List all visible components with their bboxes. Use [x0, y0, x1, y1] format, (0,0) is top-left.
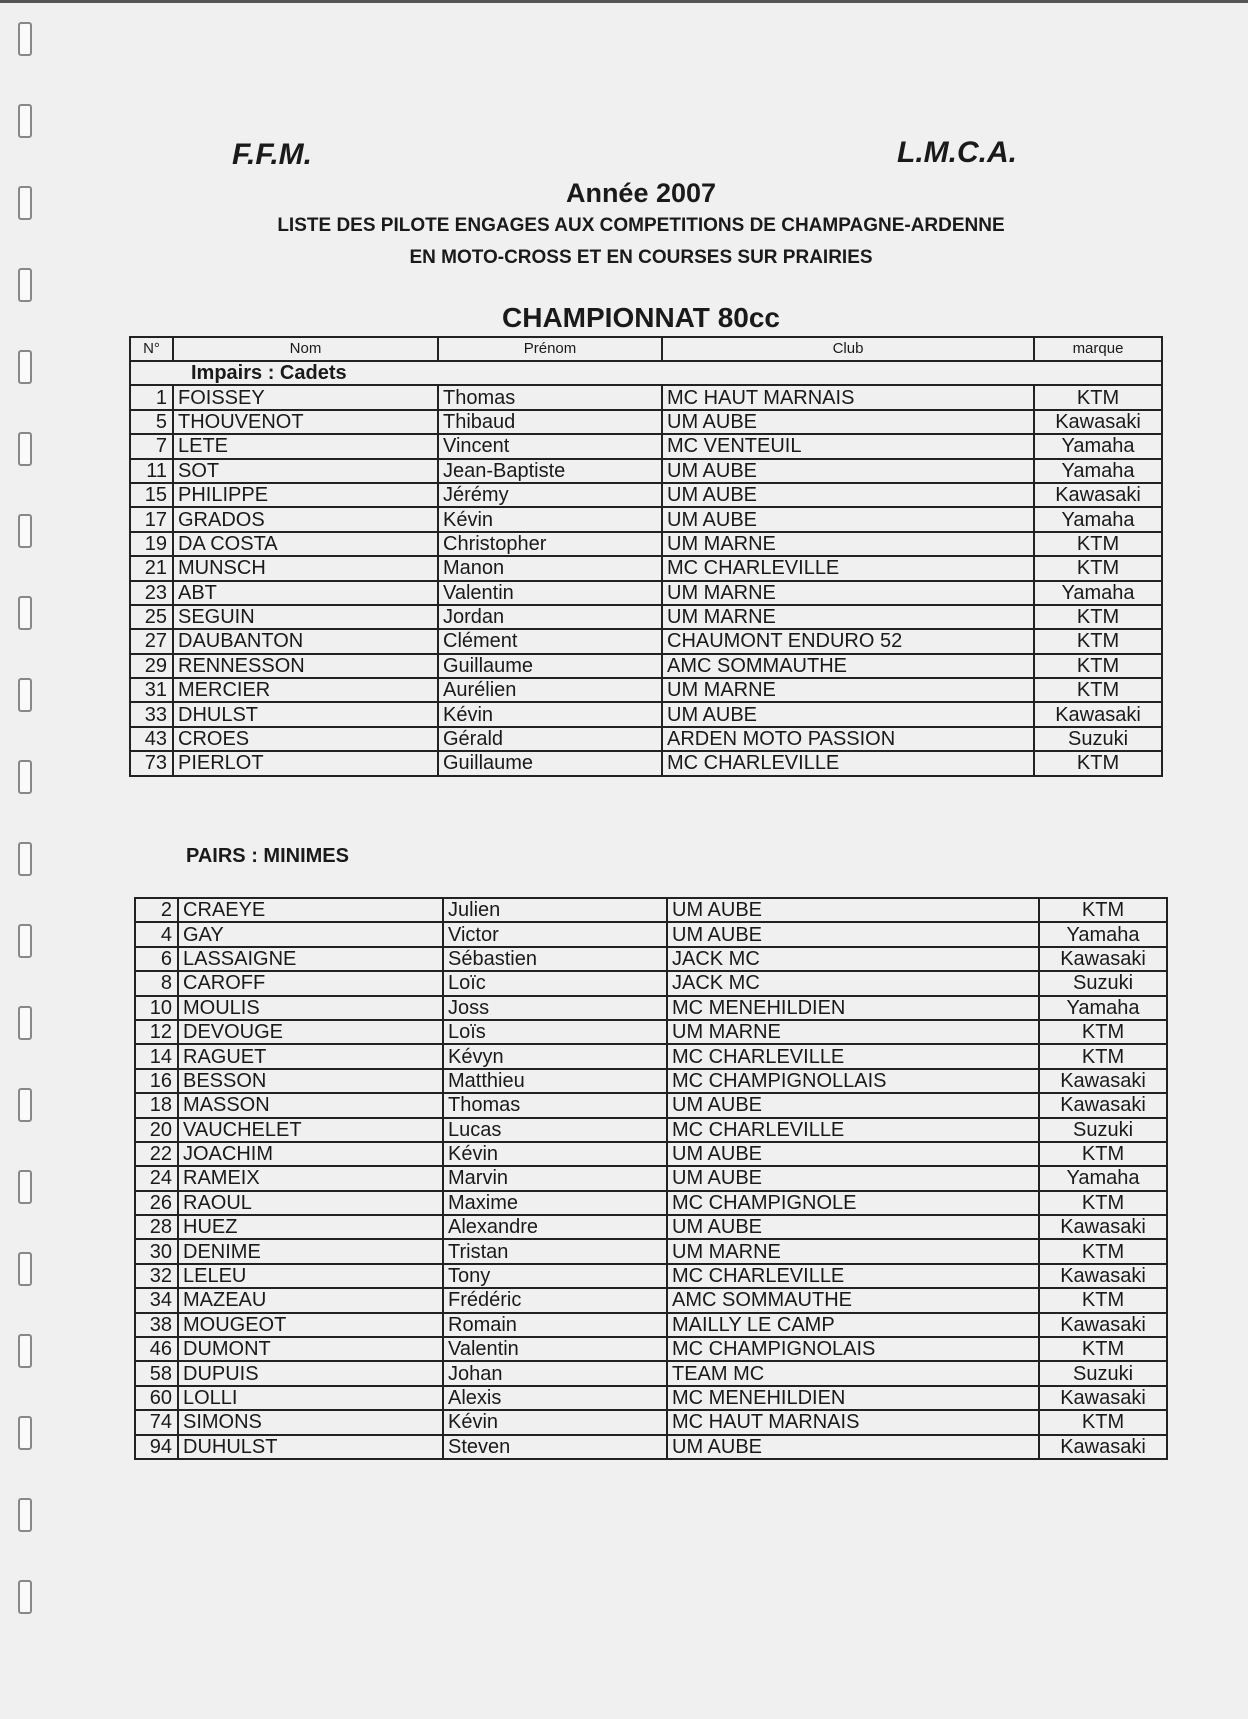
cell-club: MC CHAMPIGNOLAIS: [667, 1337, 1039, 1361]
cell-nom: DENIME: [178, 1239, 443, 1263]
cell-club: UM AUBE: [662, 459, 1034, 483]
table-row: [130, 605, 1162, 629]
col-club-header: Club: [662, 337, 1034, 361]
cell-prenom: Aurélien: [438, 678, 662, 702]
cell-brand: Kawasaki: [1034, 702, 1162, 726]
cell-brand: Kawasaki: [1039, 1313, 1167, 1337]
cell-club: MC CHARLEVILLE: [662, 556, 1034, 580]
binding-hole: [18, 1580, 32, 1614]
cell-prenom: Julien: [443, 898, 667, 922]
cell-nom: MERCIER: [173, 678, 438, 702]
cell-club: UM AUBE: [667, 898, 1039, 922]
cell-brand: Kawasaki: [1039, 947, 1167, 971]
cell-nom: DEVOUGE: [178, 1020, 443, 1044]
cell-brand: Kawasaki: [1034, 483, 1162, 507]
cell-nom: MASSON: [178, 1093, 443, 1117]
cell-nom: CAROFF: [178, 971, 443, 995]
cell-club: UM MARNE: [662, 532, 1034, 556]
cell-prenom: Matthieu: [443, 1069, 667, 1093]
cell-num: 18: [135, 1093, 178, 1117]
cell-num: 34: [135, 1288, 178, 1312]
cell-prenom: Thomas: [443, 1093, 667, 1117]
cell-club: AMC SOMMAUTHE: [662, 654, 1034, 678]
table-row: [135, 1313, 1167, 1337]
subtitle-line-1: LISTE DES PILOTE ENGAGES AUX COMPETITIONS DE CHAMPAGNE-ARDENNE: [277, 215, 1005, 236]
cell-prenom: Loïs: [443, 1020, 667, 1044]
cell-brand: Kawasaki: [1039, 1093, 1167, 1117]
cadets-section-label: Impairs : Cadets: [130, 361, 1162, 385]
cell-brand: Suzuki: [1034, 727, 1162, 751]
table-row: [130, 629, 1162, 653]
cell-prenom: Manon: [438, 556, 662, 580]
cell-num: 10: [135, 996, 178, 1020]
table-row: [130, 507, 1162, 531]
cell-prenom: Loïc: [443, 971, 667, 995]
cell-nom: RAGUET: [178, 1044, 443, 1068]
cell-prenom: Valentin: [438, 581, 662, 605]
cell-brand: Kawasaki: [1039, 1069, 1167, 1093]
cell-num: 31: [130, 678, 173, 702]
cell-nom: RENNESSON: [173, 654, 438, 678]
cell-prenom: Marvin: [443, 1166, 667, 1190]
binding-hole: [18, 1416, 32, 1450]
cell-num: 23: [130, 581, 173, 605]
table-row: [135, 1288, 1167, 1312]
cell-num: 73: [130, 751, 173, 775]
minimes-table: [134, 897, 1168, 1460]
league-lmca: L.M.C.A.: [897, 136, 1017, 169]
cell-nom: CROES: [173, 727, 438, 751]
cell-num: 33: [130, 702, 173, 726]
table-row: [130, 434, 1162, 458]
cell-num: 26: [135, 1191, 178, 1215]
binding-hole: [18, 514, 32, 548]
championship-title: CHAMPIONNAT 80cc: [502, 302, 780, 333]
cadets-table: [129, 336, 1163, 777]
cell-brand: Kawasaki: [1034, 410, 1162, 434]
cell-prenom: Lucas: [443, 1118, 667, 1142]
binding-hole: [18, 1006, 32, 1040]
cell-num: 4: [135, 922, 178, 946]
cell-brand: Yamaha: [1039, 1166, 1167, 1190]
table-row: [135, 947, 1167, 971]
cell-prenom: Thibaud: [438, 410, 662, 434]
cell-nom: DAUBANTON: [173, 629, 438, 653]
cell-club: JACK MC: [667, 971, 1039, 995]
cell-brand: KTM: [1039, 898, 1167, 922]
binding-hole: [18, 596, 32, 630]
cell-nom: MAZEAU: [178, 1288, 443, 1312]
cell-num: 8: [135, 971, 178, 995]
cell-brand: Yamaha: [1034, 507, 1162, 531]
cell-prenom: Gérald: [438, 727, 662, 751]
cell-num: 15: [130, 483, 173, 507]
cell-club: JACK MC: [667, 947, 1039, 971]
cell-brand: KTM: [1034, 532, 1162, 556]
cell-club: UM AUBE: [667, 922, 1039, 946]
cell-nom: VAUCHELET: [178, 1118, 443, 1142]
table-row: [135, 1410, 1167, 1434]
cell-nom: MOUGEOT: [178, 1313, 443, 1337]
cell-num: 16: [135, 1069, 178, 1093]
table-row: [135, 1093, 1167, 1117]
cell-num: 19: [130, 532, 173, 556]
cell-nom: GAY: [178, 922, 443, 946]
cell-club: UM AUBE: [667, 1435, 1039, 1459]
table-row: [135, 1118, 1167, 1142]
cell-nom: SEGUIN: [173, 605, 438, 629]
cell-prenom: Kévin: [438, 507, 662, 531]
cell-num: 14: [135, 1044, 178, 1068]
cell-nom: PIERLOT: [173, 751, 438, 775]
binding-hole: [18, 1252, 32, 1286]
cell-club: UM MARNE: [662, 605, 1034, 629]
binding-hole: [18, 268, 32, 302]
cell-prenom: Thomas: [438, 385, 662, 409]
table-row: [135, 1361, 1167, 1385]
binding-hole: [18, 104, 32, 138]
cell-club: UM AUBE: [667, 1166, 1039, 1190]
cell-brand: KTM: [1039, 1044, 1167, 1068]
cell-club: MC CHARLEVILLE: [662, 751, 1034, 775]
year-title: Année 2007: [565, 178, 717, 208]
table-row: [135, 1069, 1167, 1093]
cell-nom: SOT: [173, 459, 438, 483]
cell-num: 60: [135, 1386, 178, 1410]
cell-prenom: Valentin: [443, 1337, 667, 1361]
cell-nom: RAMEIX: [178, 1166, 443, 1190]
federation-ffm: F.F.M.: [232, 138, 312, 171]
table-row: [135, 1264, 1167, 1288]
cell-club: UM AUBE: [662, 507, 1034, 531]
binding-hole: [18, 924, 32, 958]
cell-num: 30: [135, 1239, 178, 1263]
cell-brand: KTM: [1034, 629, 1162, 653]
table-row: [135, 971, 1167, 995]
table-row: [135, 922, 1167, 946]
cell-brand: Yamaha: [1034, 434, 1162, 458]
table-row: [135, 1386, 1167, 1410]
cell-num: 46: [135, 1337, 178, 1361]
cell-prenom: Kévyn: [443, 1044, 667, 1068]
cell-brand: KTM: [1034, 605, 1162, 629]
table-header-row: [130, 337, 1162, 361]
table-row: [130, 483, 1162, 507]
cell-prenom: Alexandre: [443, 1215, 667, 1239]
cell-brand: Yamaha: [1039, 996, 1167, 1020]
cell-club: MC CHARLEVILLE: [667, 1044, 1039, 1068]
binding-hole: [18, 1498, 32, 1532]
cell-club: MC CHARLEVILLE: [667, 1264, 1039, 1288]
cell-num: 11: [130, 459, 173, 483]
cell-prenom: Alexis: [443, 1386, 667, 1410]
cell-brand: Kawasaki: [1039, 1215, 1167, 1239]
cell-prenom: Romain: [443, 1313, 667, 1337]
cell-num: 43: [130, 727, 173, 751]
col-prenom-header: Prénom: [438, 337, 662, 361]
cell-brand: Kawasaki: [1039, 1264, 1167, 1288]
cell-prenom: Jordan: [438, 605, 662, 629]
section-row: [130, 361, 1162, 385]
table-row: [135, 1020, 1167, 1044]
cell-club: MC HAUT MARNAIS: [662, 385, 1034, 409]
cell-num: 1: [130, 385, 173, 409]
cell-num: 5: [130, 410, 173, 434]
cell-nom: GRADOS: [173, 507, 438, 531]
cell-brand: KTM: [1039, 1337, 1167, 1361]
cell-club: UM MARNE: [662, 678, 1034, 702]
cell-brand: KTM: [1034, 654, 1162, 678]
table-row: [135, 1044, 1167, 1068]
cell-num: 2: [135, 898, 178, 922]
binding-hole: [18, 760, 32, 794]
table-row: [135, 898, 1167, 922]
binding-hole: [18, 842, 32, 876]
cell-nom: BESSON: [178, 1069, 443, 1093]
cell-nom: ABT: [173, 581, 438, 605]
table-row: [135, 1337, 1167, 1361]
cell-nom: DA COSTA: [173, 532, 438, 556]
cell-prenom: Vincent: [438, 434, 662, 458]
cell-club: AMC SOMMAUTHE: [667, 1288, 1039, 1312]
cell-nom: LASSAIGNE: [178, 947, 443, 971]
cell-club: UM MARNE: [662, 581, 1034, 605]
cell-club: MC CHAMPIGNOLE: [667, 1191, 1039, 1215]
cell-club: MC HAUT MARNAIS: [667, 1410, 1039, 1434]
cell-nom: MOULIS: [178, 996, 443, 1020]
cell-nom: LOLLI: [178, 1386, 443, 1410]
binding-hole: [18, 1170, 32, 1204]
table-row: [130, 581, 1162, 605]
cell-num: 7: [130, 434, 173, 458]
cell-nom: DUPUIS: [178, 1361, 443, 1385]
cell-num: 28: [135, 1215, 178, 1239]
cell-brand: KTM: [1034, 556, 1162, 580]
cell-num: 25: [130, 605, 173, 629]
cell-brand: KTM: [1034, 751, 1162, 775]
cell-club: TEAM MC: [667, 1361, 1039, 1385]
cell-num: 24: [135, 1166, 178, 1190]
col-marque-header: marque: [1034, 337, 1162, 361]
cell-prenom: Christopher: [438, 532, 662, 556]
cell-num: 17: [130, 507, 173, 531]
minimes-section-label: PAIRS : MINIMES: [186, 845, 349, 867]
cell-nom: DHULST: [173, 702, 438, 726]
cell-brand: KTM: [1039, 1239, 1167, 1263]
cell-club: UM MARNE: [667, 1239, 1039, 1263]
cell-club: MC CHARLEVILLE: [667, 1118, 1039, 1142]
cell-prenom: Victor: [443, 922, 667, 946]
cell-prenom: Kévin: [443, 1142, 667, 1166]
cell-nom: FOISSEY: [173, 385, 438, 409]
cell-num: 38: [135, 1313, 178, 1337]
cell-num: 6: [135, 947, 178, 971]
cell-club: UM MARNE: [667, 1020, 1039, 1044]
cell-club: MAILLY LE CAMP: [667, 1313, 1039, 1337]
binding-hole: [18, 432, 32, 466]
binding-hole: [18, 678, 32, 712]
cell-nom: RAOUL: [178, 1191, 443, 1215]
cell-club: MC MENEHILDIEN: [667, 996, 1039, 1020]
cell-num: 22: [135, 1142, 178, 1166]
binding-hole: [18, 1088, 32, 1122]
cell-brand: KTM: [1039, 1142, 1167, 1166]
cell-brand: Suzuki: [1039, 971, 1167, 995]
table-row: [135, 996, 1167, 1020]
binding-hole: [18, 350, 32, 384]
table-row: [130, 751, 1162, 775]
cell-num: 58: [135, 1361, 178, 1385]
cell-nom: LELEU: [178, 1264, 443, 1288]
cell-club: CHAUMONT ENDURO 52: [662, 629, 1034, 653]
cell-club: UM AUBE: [667, 1142, 1039, 1166]
table-row: [130, 702, 1162, 726]
cell-prenom: Johan: [443, 1361, 667, 1385]
table-row: [130, 654, 1162, 678]
cell-num: 29: [130, 654, 173, 678]
cell-brand: KTM: [1039, 1191, 1167, 1215]
cell-prenom: Guillaume: [438, 654, 662, 678]
cell-club: UM AUBE: [667, 1215, 1039, 1239]
cell-brand: Yamaha: [1034, 459, 1162, 483]
table-row: [130, 556, 1162, 580]
cell-prenom: Tony: [443, 1264, 667, 1288]
cell-nom: LETE: [173, 434, 438, 458]
cell-num: 74: [135, 1410, 178, 1434]
cell-prenom: Joss: [443, 996, 667, 1020]
cell-nom: PHILIPPE: [173, 483, 438, 507]
cell-nom: DUHULST: [178, 1435, 443, 1459]
cell-brand: KTM: [1039, 1288, 1167, 1312]
cell-nom: DUMONT: [178, 1337, 443, 1361]
cell-brand: KTM: [1034, 678, 1162, 702]
cell-prenom: Tristan: [443, 1239, 667, 1263]
cell-club: ARDEN MOTO PASSION: [662, 727, 1034, 751]
cell-brand: Suzuki: [1039, 1118, 1167, 1142]
cell-brand: Kawasaki: [1039, 1435, 1167, 1459]
cell-brand: KTM: [1034, 385, 1162, 409]
table-row: [135, 1239, 1167, 1263]
cell-prenom: Guillaume: [438, 751, 662, 775]
table-row: [135, 1215, 1167, 1239]
cell-num: 12: [135, 1020, 178, 1044]
cell-club: MC VENTEUIL: [662, 434, 1034, 458]
table-row: [130, 532, 1162, 556]
cell-brand: KTM: [1039, 1410, 1167, 1434]
binding-hole: [18, 22, 32, 56]
cell-club: MC MENEHILDIEN: [667, 1386, 1039, 1410]
cell-prenom: Kévin: [443, 1410, 667, 1434]
cell-nom: JOACHIM: [178, 1142, 443, 1166]
table-row: [130, 459, 1162, 483]
cell-prenom: Maxime: [443, 1191, 667, 1215]
cell-num: 21: [130, 556, 173, 580]
cell-prenom: Jérémy: [438, 483, 662, 507]
binding-hole: [18, 1334, 32, 1368]
cell-club: UM AUBE: [667, 1093, 1039, 1117]
cell-brand: Suzuki: [1039, 1361, 1167, 1385]
page-top-border: [0, 0, 1248, 3]
subtitle-line-2: EN MOTO-CROSS ET EN COURSES SUR PRAIRIES: [409, 247, 873, 268]
cell-brand: Yamaha: [1034, 581, 1162, 605]
cell-brand: Kawasaki: [1039, 1386, 1167, 1410]
cell-club: UM AUBE: [662, 410, 1034, 434]
cell-num: 27: [130, 629, 173, 653]
col-num-header: N°: [130, 337, 173, 361]
cell-club: UM AUBE: [662, 702, 1034, 726]
cell-num: 32: [135, 1264, 178, 1288]
cell-prenom: Sébastien: [443, 947, 667, 971]
cell-prenom: Frédéric: [443, 1288, 667, 1312]
table-row: [135, 1191, 1167, 1215]
table-row: [135, 1166, 1167, 1190]
cell-nom: THOUVENOT: [173, 410, 438, 434]
cell-prenom: Kévin: [438, 702, 662, 726]
table-row: [130, 385, 1162, 409]
table-row: [130, 727, 1162, 751]
cell-nom: SIMONS: [178, 1410, 443, 1434]
table-row: [130, 678, 1162, 702]
cell-num: 94: [135, 1435, 178, 1459]
cell-club: MC CHAMPIGNOLLAIS: [667, 1069, 1039, 1093]
cell-prenom: Clément: [438, 629, 662, 653]
cell-nom: CRAEYE: [178, 898, 443, 922]
cell-brand: KTM: [1039, 1020, 1167, 1044]
table-row: [135, 1435, 1167, 1459]
col-nom-header: Nom: [173, 337, 438, 361]
cell-prenom: Steven: [443, 1435, 667, 1459]
cell-nom: HUEZ: [178, 1215, 443, 1239]
cell-nom: MUNSCH: [173, 556, 438, 580]
cell-club: UM AUBE: [662, 483, 1034, 507]
table-row: [130, 410, 1162, 434]
cell-num: 20: [135, 1118, 178, 1142]
cell-brand: Yamaha: [1039, 922, 1167, 946]
table-row: [135, 1142, 1167, 1166]
cell-prenom: Jean-Baptiste: [438, 459, 662, 483]
